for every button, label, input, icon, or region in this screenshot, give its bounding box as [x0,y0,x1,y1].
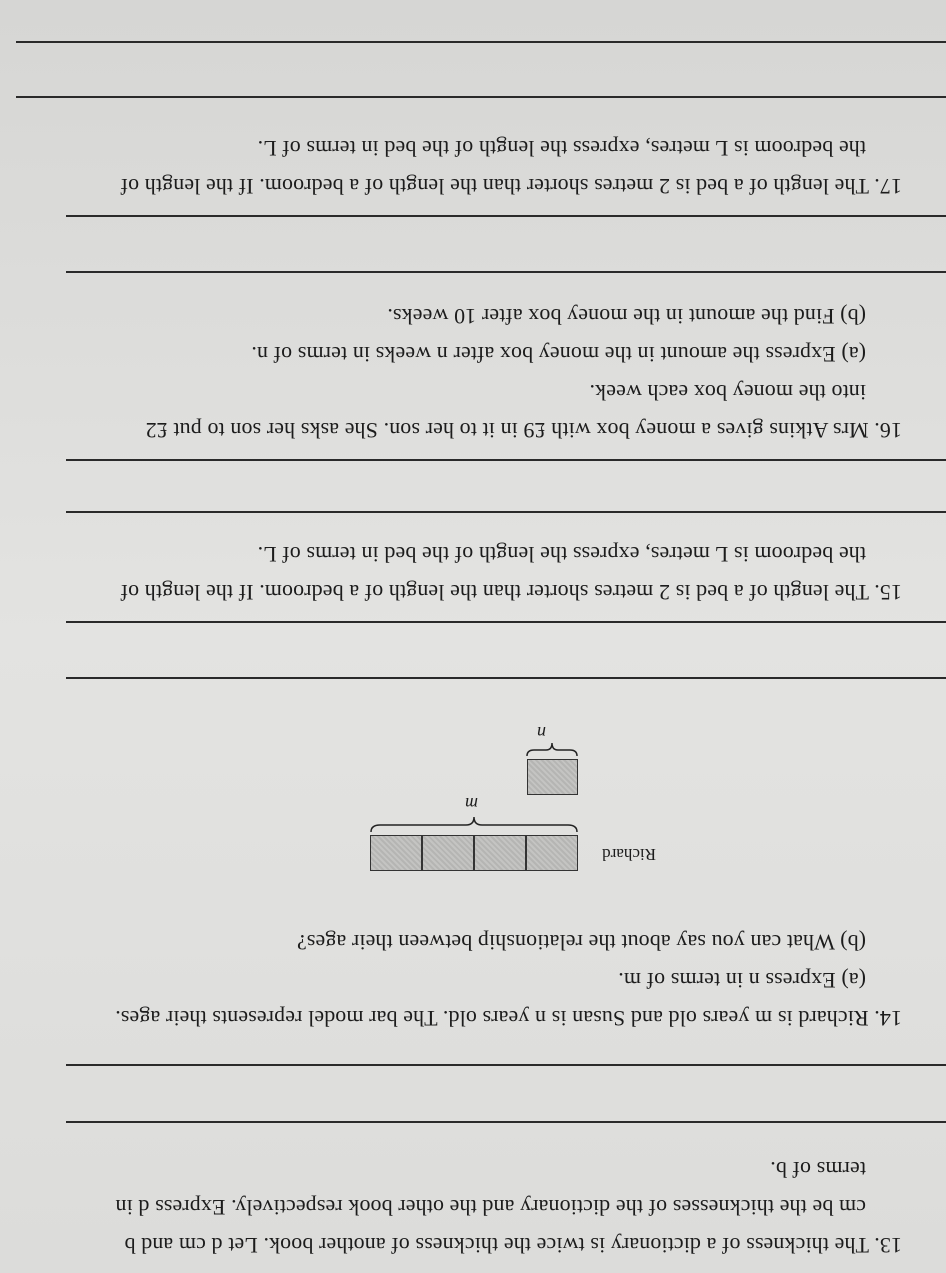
richard-bar [370,835,578,871]
q16-line-2: into the money box each week. [589,380,866,405]
q16-line-1: 16. Mrs Atkins gives a money box with £9 in it to her son. She asks her son to put £2 [145,418,902,443]
q16-answer-line-2[interactable] [66,216,946,218]
richard-bar-divider [526,836,528,870]
susan-variable: n [537,723,546,743]
q14-answer-line-1[interactable] [66,678,946,680]
susan-bar [527,759,578,795]
q13-line-1: 13. The thickness of a dictionary is twice the thickness of another book. Let d cm and b [124,1233,902,1258]
q13-line-3: terms of b. [770,1157,866,1182]
q15-answer-line-2[interactable] [66,460,946,462]
q17-answer-line-2[interactable] [16,42,946,44]
richard-bar-divider [422,836,424,870]
richard-brace [370,815,578,833]
richard-variable: m [465,794,478,814]
q14-part-a: (a) Express n in terms of m. [618,968,866,993]
q15-answer-line-1[interactable] [66,512,946,514]
susan-brace [526,741,578,757]
q14-answer-line-2[interactable] [66,622,946,624]
q17-answer-line-1[interactable] [16,97,946,99]
q16-part-b: (b) Find the amount in the money box after 10 weeks. [387,304,866,329]
q13-answer-line-2[interactable] [66,1065,946,1067]
q15-line-1: 15. The length of a bed is 2 metres shorter than the length of a bedroom. If the length of [120,580,902,605]
q17-line-1: 17. The length of a bed is 2 metres shorter than the length of a bedroom. If the length of [120,174,902,199]
q14-line-1: 14. Richard is m years old and Susan is n years old. The bar model represents their ages. [115,1006,902,1031]
richard-label: Richard [602,845,656,864]
q14-part-b: (b) What can you say about the relationship between their ages? [296,930,866,955]
q13-line-2: cm be the thicknesses of the dictionary and the other book respectively. Express d in [115,1195,866,1220]
q15-line-2: the bedroom is L metres, express the length of the bed in terms of L. [257,542,866,567]
q17-line-2: the bedroom is L metres, express the length of the bed in terms of L. [257,136,866,161]
q16-answer-line-1[interactable] [66,272,946,274]
q16-part-a: (a) Express the amount in the money box after n weeks in terms of n. [251,342,866,367]
richard-bar-divider [474,836,476,870]
q13-answer-line-1[interactable] [66,1122,946,1124]
